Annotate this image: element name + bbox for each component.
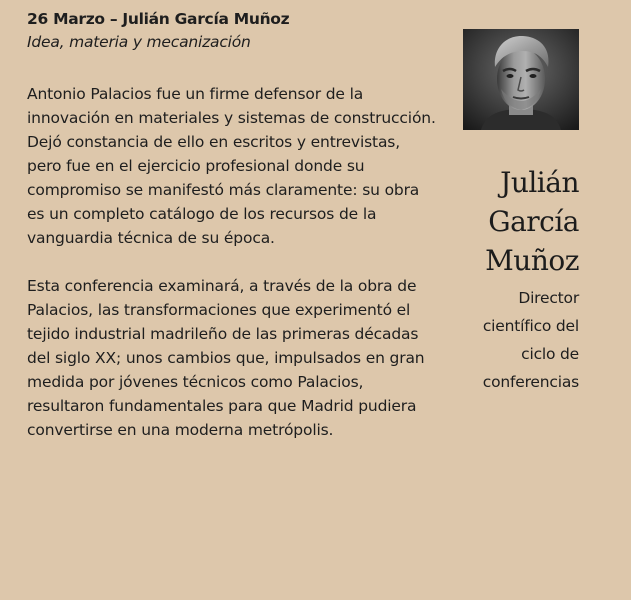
speaker-portrait-photo <box>463 29 579 130</box>
speaker-name <box>447 163 579 280</box>
speaker-name-line-3: Muñoz <box>485 244 579 277</box>
speaker-role-line-4: conferencias <box>482 373 579 391</box>
description-paragraph-1: Antonio Palacios fue un firme defensor de la innovación en materiales y sistemas de construcción. Dejó constancia de ello en escritos y entrevistas, pero fue en el ejercicio profesional donde su compromiso se manifestó más claramente: su obra es un completo catálogo de los recursos de la vanguardia técnica de su época. <box>27 85 436 247</box>
speaker-name-line-1: Julián <box>500 166 579 199</box>
description-paragraph-2: Esta conferencia examinará, a través de la obra de Palacios, las transformaciones que experimentó el tejido industrial madrileño de las primeras décadas del siglo XX; unos cambios que, impulsados en gran medida por jóvenes técnicos como Palacios, resultaron fundamentales para que Madrid pudiera convertirse en una moderna metrópolis. <box>27 277 425 439</box>
speaker-role-line-1: Director <box>518 289 579 307</box>
speaker-card <box>447 29 579 396</box>
event-date-speaker-heading: 26 Marzo – Julián García Muñoz <box>27 10 290 28</box>
speaker-name-line-2: García <box>488 205 579 238</box>
event-description <box>27 10 439 442</box>
speaker-role-line-3: ciclo de <box>521 345 579 363</box>
speaker-role <box>447 284 579 396</box>
event-talk-title: Idea, materia y mecanización <box>27 33 251 51</box>
speaker-role-line-2: científico del <box>482 317 579 335</box>
